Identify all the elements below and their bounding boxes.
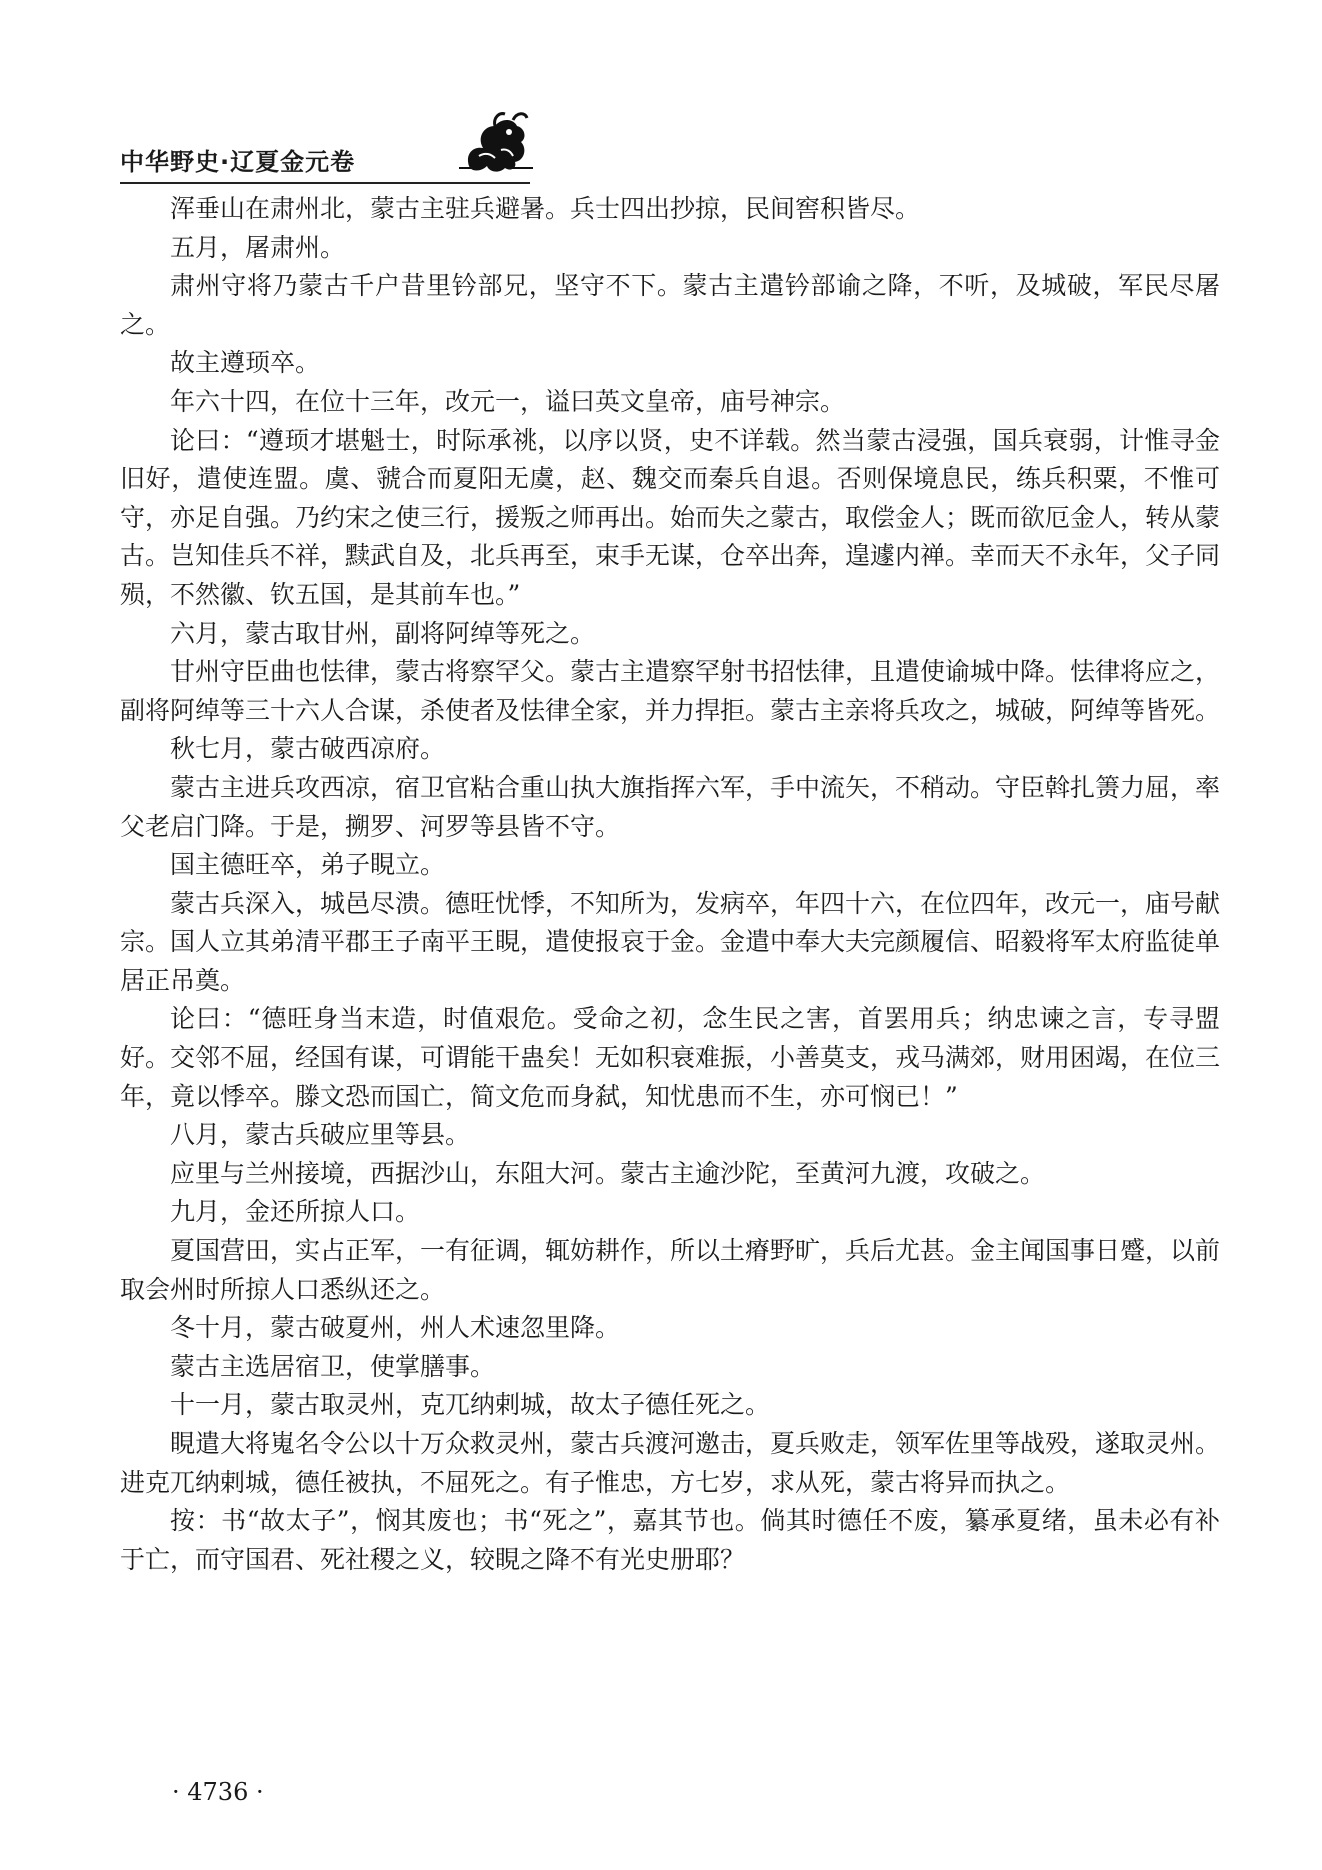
paragraph: 九月，金还所掠人口。 (170, 1197, 421, 1227)
paragraph: 冬十月，蒙古破夏州，州人术速忽里降。 (170, 1313, 621, 1343)
paragraph: 六月，蒙古取甘州，副将阿绰等死之。 (170, 618, 596, 648)
dragon-logo-icon (455, 108, 535, 178)
paragraph: 肃州守将乃蒙古千户昔里钤部兄，坚守不下。蒙古主遣钤部谕之降，不听，及城破，军民尽屠之。 (120, 271, 1220, 339)
paragraph: 论曰：“德旺身当末造，时值艰危。受命之初，念生民之害，首罢用兵；纳忠谏之言，专寻盟好。交邻不屈，经国有谋，可谓能干蛊矣！无如积衰难振，小善莫支，戎马满郊，财用困竭，在位三年，竟以悸卒。滕文恐而国亡，简文危而身弑，知忧患而不生，亦可悯已！” (120, 1004, 1221, 1111)
paragraph: 秋七月，蒙古破西凉府。 (170, 734, 446, 764)
paragraph: 故主遵顼卒。 (170, 348, 321, 378)
book-title: 中华野史·辽夏金元卷 (120, 148, 356, 176)
paragraph: 应里与兰州接境，西据沙山，东阻大河。蒙古主逾沙陀，至黄河九渡，攻破之。 (170, 1158, 1046, 1188)
paragraph: 浑垂山在肃州北，蒙古主驻兵避暑。兵士四出抄掠，民间窖积皆尽。 (170, 194, 921, 223)
paragraph: 按：书“故太子”，悯其废也；书“死之”，嘉其节也。倘其时德任不废，纂承夏绪，虽未必有补于亡，而守国君、死社稷之义，较睍之降不有光史册耶？ (120, 1506, 1220, 1574)
paragraph: 五月，屠肃州。 (170, 232, 346, 262)
header-rule (120, 182, 530, 184)
paragraph: 年六十四，在位十三年，改元一，谥曰英文皇帝，庙号神宗。 (170, 386, 846, 416)
paragraph: 蒙古主选居宿卫，使掌膳事。 (170, 1351, 496, 1381)
body-text (120, 190, 1220, 1579)
paragraph: 甘州守臣曲也怯律，蒙古将察罕父。蒙古主遣察罕射书招怯律，且遣使谕城中降。怯律将应之，副将阿绰等三十六人合谋，杀使者及怯律全家，并力捍拒。蒙古主亲将兵攻之，城破，阿绰等皆死。 (120, 657, 1221, 725)
paragraph: 夏国营田，实占正军，一有征调，辄妨耕作，所以土瘠野旷，兵后尤甚。金主闻国事日蹙，以前取会州时所掠人口悉纵还之。 (120, 1236, 1221, 1304)
paragraph: 蒙古主进兵攻西凉，宿卫官粘合重山执大旗指挥六军，手中流矢，不稍动。守臣斡扎箦力屈，率父老启门降。于是，搠罗、河罗等县皆不守。 (120, 772, 1221, 841)
paragraph: 十一月，蒙古取灵州，克兀纳剌城，故太子德任死之。 (170, 1390, 771, 1420)
paragraph: 国主德旺卒，弟子睍立。 (170, 850, 446, 880)
paragraph: 蒙古兵深入，城邑尽溃。德旺忧悸，不知所为，发病卒，年四十六，在位四年，改元一，庙号献宗。国人立其弟清平郡王子南平王睍，遣使报哀于金。金遣中奉大夫完颜履信、昭毅将军太府监徒单居正吊奠。 (120, 888, 1221, 995)
paragraph: 睍遣大将嵬名令公以十万众救灵州，蒙古兵渡河邀击，夏兵败走，领军佐里等战殁，遂取灵州。进克兀纳剌城，德任被执，不屈死之。有子惟忠，方七岁，求从死，蒙古将异而执之。 (120, 1429, 1221, 1497)
paragraph: 八月，蒙古兵破应里等县。 (170, 1120, 471, 1150)
paragraph: 论曰：“遵顼才堪魁士，时际承祧，以序以贤，史不详载。然当蒙古浸强，国兵衰弱，计惟寻金旧好，遣使连盟。虞、虢合而夏阳无虞，赵、魏交而秦兵自退。否则保境息民，练兵积粟，不惟可守，亦足自强。乃约宋之使三行，援叛之师再出。始而失之蒙古，取偿金人；既而欲厄金人，转从蒙古。岂知佳兵不祥，黩武自及，北兵再至，束手无谋，仓卒出奔，遑遽内禅。幸而天不永年，父子同殒，不然徽、钦五国，是其前车也。” (120, 425, 1221, 609)
page-number: · 4736 · (172, 1778, 264, 1806)
